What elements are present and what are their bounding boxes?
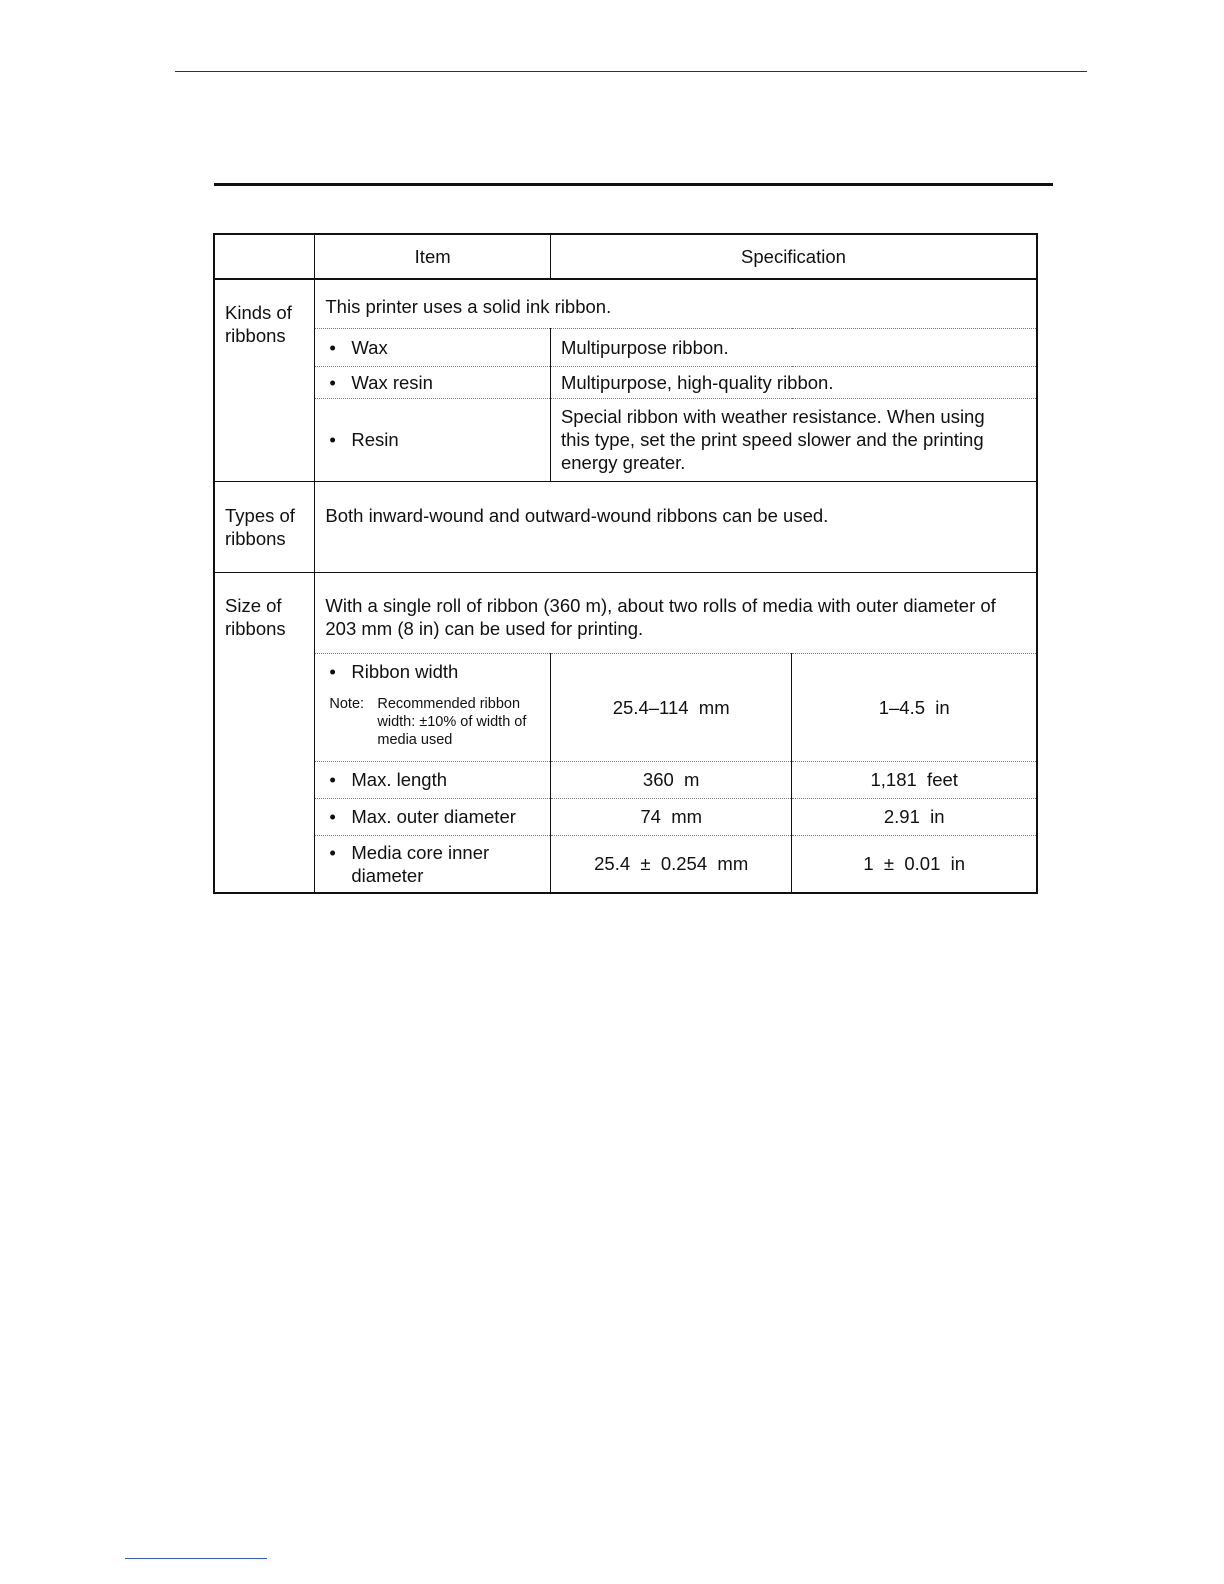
section-rule [214,183,1053,186]
item-label: Resin [351,429,399,450]
table-header-row [214,234,1037,279]
category-kinds: Kinds of ribbons [214,279,315,481]
category-size: Size of ribbons [214,572,315,893]
header-blank-cell [214,234,315,279]
ribbon-spec-table [213,233,1038,894]
table-row [214,279,1037,328]
outer-metric: 74 mm [550,798,791,835]
size-item-outer [315,798,551,835]
bullet-icon [327,806,351,827]
kinds-item-wax-resin [315,366,551,398]
kinds-spec-wax: Multipurpose ribbon. [550,328,1037,366]
footer-link-rule [125,1558,267,1559]
bullet-icon: • [329,841,336,863]
item-label: Max. length [351,769,448,790]
bullet-icon [327,337,351,358]
length-metric: 360 m [550,761,791,798]
kinds-intro: This printer uses a solid ink ribbon. [315,279,1037,328]
size-item-length [315,761,551,798]
item-label: Wax [351,336,388,358]
item-label: Wax resin [351,371,433,393]
table-row [214,572,1037,653]
table-row [214,366,1037,398]
header-rule [175,71,1087,72]
note-text: Recommended ribbon width: ±10% of width of media used [377,695,527,748]
kinds-item-resin [315,398,551,481]
table-row [214,798,1037,835]
kinds-spec-resin: Special ribbon with weather resistance. When using this type, set the print speed slower and the printing energy greater. [550,398,1037,481]
bullet-icon [327,769,351,790]
note-label: Note: [329,695,365,712]
length-imperial: 1,181 feet [792,761,1037,798]
bullet-icon [327,372,351,393]
size-item-width [315,653,551,761]
kinds-spec-wax-resin: Multipurpose, high-quality ribbon. [550,366,1037,398]
header-item: Item [315,234,551,279]
core-metric: 25.4 ± 0.254 mm [550,835,791,893]
table-row [214,398,1037,481]
item-label: Ribbon width [351,660,459,682]
bullet-icon [327,661,351,682]
width-imperial: 1–4.5 in [792,653,1037,761]
table-row [214,761,1037,798]
outer-imperial: 2.91 in [792,798,1037,835]
header-specification: Specification [550,234,1037,279]
core-imperial: 1 ± 0.01 in [792,835,1037,893]
item-label: Max. outer diameter [351,806,516,827]
size-item-core [315,835,551,893]
size-intro: With a single roll of ribbon (360 m), about two rolls of media with outer diameter of 203 mm (8 in) can be used for printing. [315,572,1037,653]
kinds-item-wax [315,328,551,366]
item-label: Media core inner diameter [351,841,490,886]
table-row [214,481,1037,572]
width-metric: 25.4–114 mm [550,653,791,761]
table-row [214,328,1037,366]
table-row [214,653,1037,761]
types-text: Both inward-wound and outward-wound ribbons can be used. [315,481,1037,572]
bullet-icon [327,429,351,450]
table-row [214,835,1037,893]
width-note [327,695,538,749]
category-types: Types of ribbons [214,481,315,572]
